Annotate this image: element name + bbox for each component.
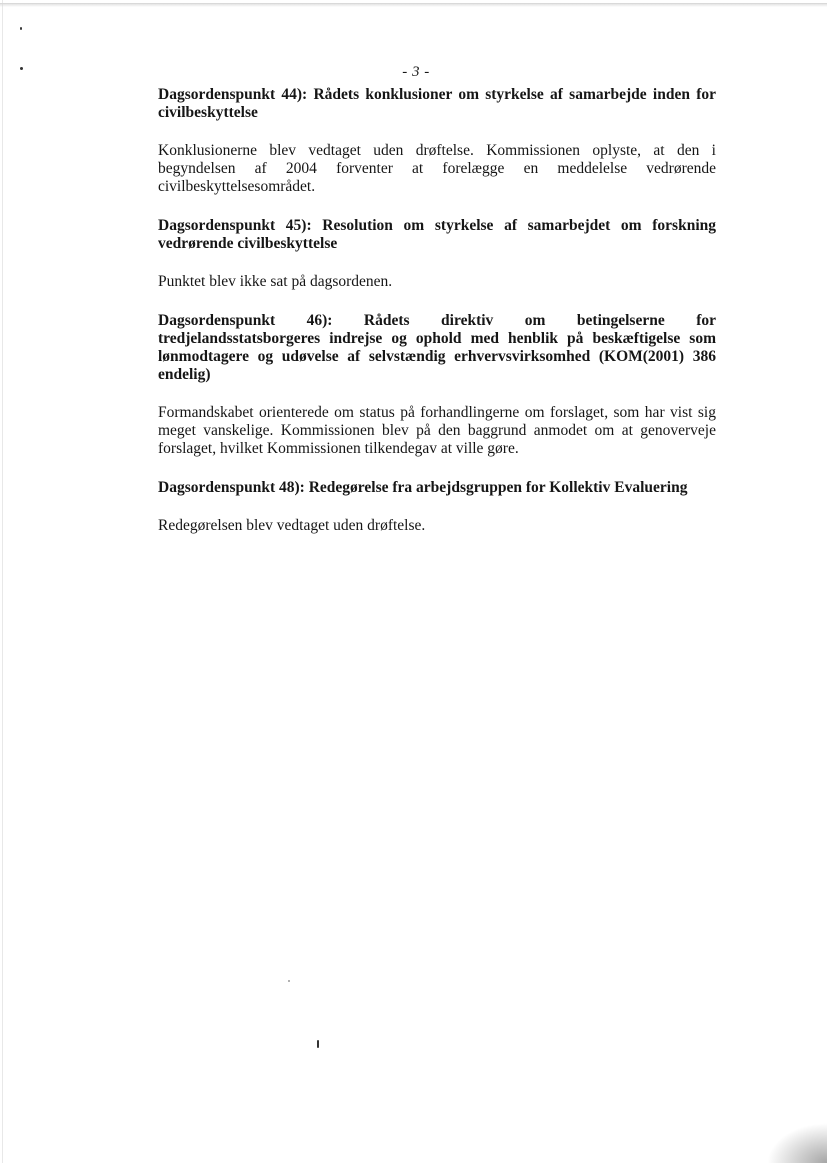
scan-edge-left [2, 0, 3, 1163]
agenda-item-heading: Dagsordenspunkt 44): Rådets konklusioner om styrkelse af samarbejde inden for civilbeskyttelse [158, 86, 716, 121]
agenda-item-text: Konklusionerne blev vedtaget uden drøftelse. Kommissionen oplyste, at den i begyndelsen af 2004 forventer at forelægge en meddelelse vedrørende civilbeskyttelsesområdet. [158, 142, 716, 195]
agenda-item-44 [158, 86, 716, 196]
agenda-item-text: Formandskabet orienterede om status på forhandlingerne om forslaget, som har vist sig meget vanskelige. Kommissionen blev på den baggrund anmodet om at genoverveje forslaget, hvilket Kommissionen tilkendegav at ville gøre. [158, 404, 716, 457]
agenda-item-46 [158, 312, 716, 458]
page-number: - 3 - [402, 64, 430, 80]
agenda-item-text: Punktet blev ikke sat på dagsordenen. [158, 273, 393, 290]
scan-speck [317, 1040, 319, 1048]
agenda-item-heading: Dagsordenspunkt 48): Redegørelse fra arbejdsgruppen for Kollektiv Evaluering [158, 479, 688, 496]
agenda-item-45 [158, 217, 716, 291]
agenda-item-heading: Dagsordenspunkt 46): Rådets direktiv om betingelserne for tredjelandsstatsborgeres indrejse og ophold med henblik på beskæftigelse som lønmodtagere og udøvelse af selvstændig erhvervsvirksomhed (KOM(2001) 386 endelig) [158, 312, 716, 383]
scan-speck [20, 67, 23, 70]
scan-speck [288, 980, 290, 982]
scan-edge-top [0, 3, 827, 7]
scan-speck [20, 27, 22, 30]
agenda-item-48 [158, 479, 716, 535]
agenda-item-text: Redegørelsen blev vedtaget uden drøftelse. [158, 517, 426, 534]
document-body [158, 86, 716, 535]
agenda-item-heading: Dagsordenspunkt 45): Resolution om styrkelse af samarbejdet om forskning vedrørende civilbeskyttelse [158, 217, 716, 252]
scan-corner-smudge [767, 1123, 827, 1163]
